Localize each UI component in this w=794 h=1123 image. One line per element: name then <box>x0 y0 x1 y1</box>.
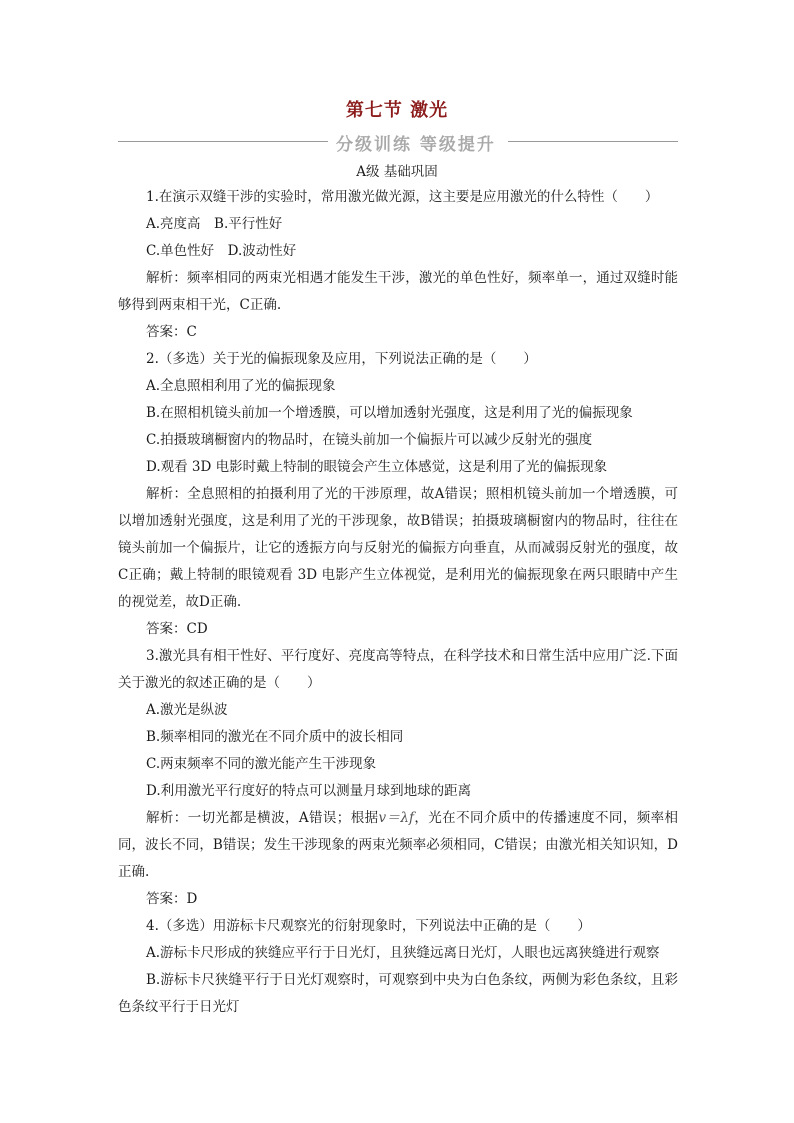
q3-analysis-part1: 解析：一切光都是横波，A错误；根据 <box>146 810 379 826</box>
q4-stem: 4.（多选）用游标卡尺观察光的衍射现象时，下列说法中正确的是（ ） <box>146 918 591 934</box>
q3-analysis-part2: ，光在不同介质中的传播速度不同，频率相同，波长不同，B错误；发生干涉现象的两束光频率必须相同，C错误；由激光相关知识知，D正确. <box>118 810 679 880</box>
q3-stem: 3.激光具有相干性好、平行度好、亮度高等特点，在科学技术和日常生活中应用广泛.下面关于激光的叙述正确的是（ ） <box>118 648 678 691</box>
q4-option-a: A.游标卡尺形成的狭缝应平行于日光灯，且狭缝远离日光灯，人眼也远离狭缝进行观察 <box>146 945 660 961</box>
q2-stem: 2.（多选）关于光的偏振现象及应用，下列说法正确的是（ ） <box>146 351 537 367</box>
q3-option-d: D.利用激光平行度好的特点可以测量月球到地球的距离 <box>146 783 472 799</box>
level-heading: A级 基础巩固 <box>356 164 438 180</box>
q3-analysis <box>118 805 678 886</box>
question-content <box>118 184 678 1021</box>
q2-option-d: D.观看 3D 电影时戴上特制的眼镜会产生立体感觉，这是利用了光的偏振现象 <box>146 459 608 475</box>
page-title: 第七节 激光 <box>345 100 449 121</box>
q1-analysis: 解析：频率相同的两束光相遇才能发生干涉，激光的单色性好，频率单一，通过双缝时能够得到两束相干光，C正确. <box>118 270 678 313</box>
banner-divider-right <box>508 141 678 142</box>
q1-options-cd: C.单色性好 D.波动性好 <box>146 243 297 259</box>
q1-answer: 答案：C <box>146 324 197 340</box>
q2-answer: 答案：CD <box>146 621 208 637</box>
section-banner <box>118 130 678 154</box>
q3-option-c: C.两束频率不同的激光能产生干涉现象 <box>146 756 377 772</box>
q3-answer: 答案：D <box>146 891 198 907</box>
q1-stem: 1.在演示双缝干涉的实验时，常用激光做光源，这主要是应用激光的什么特性（ ） <box>146 189 659 205</box>
q3-option-b: B.频率相同的激光在不同介质中的波长相同 <box>146 729 404 745</box>
q2-analysis: 解析：全息照相的拍摄利用了光的干涉原理，故A错误；照相机镜头前加一个增透膜，可以增加透射光强度，这是利用了光的干涉现象，故B错误；拍摄玻璃橱窗内的物品时，往往在镜头前加一个偏振片，让它的透振方向与反射光的偏振方向垂直，从而减弱反射光的强度，故C正确；戴上特制的眼镜观看 3D 电影产生立体视觉，是利用光的偏振现象在两只眼睛中产生的视觉差，故D正确. <box>118 486 678 610</box>
banner-divider-left <box>118 141 328 142</box>
q2-option-a: A.全息照相利用了光的偏振现象 <box>146 378 336 394</box>
q2-option-c: C.拍摄玻璃橱窗内的物品时，在镜头前加一个偏振片可以减少反射光的强度 <box>146 432 593 448</box>
banner-text: 分级训练 等级提升 <box>336 135 496 155</box>
q3-analysis-formula: v＝λf <box>378 810 414 826</box>
q4-option-b: B.游标卡尺狭缝平行于日光灯观察时，可观察到中央为白色条纹，两侧为彩色条纹，且彩色条纹平行于日光灯 <box>118 972 678 1015</box>
q3-option-a: A.激光是纵波 <box>146 702 228 718</box>
q1-options-ab: A.亮度高 B.平行性好 <box>146 216 283 232</box>
q2-option-b: B.在照相机镜头前加一个增透膜，可以增加透射光强度，这是利用了光的偏振现象 <box>146 405 633 421</box>
